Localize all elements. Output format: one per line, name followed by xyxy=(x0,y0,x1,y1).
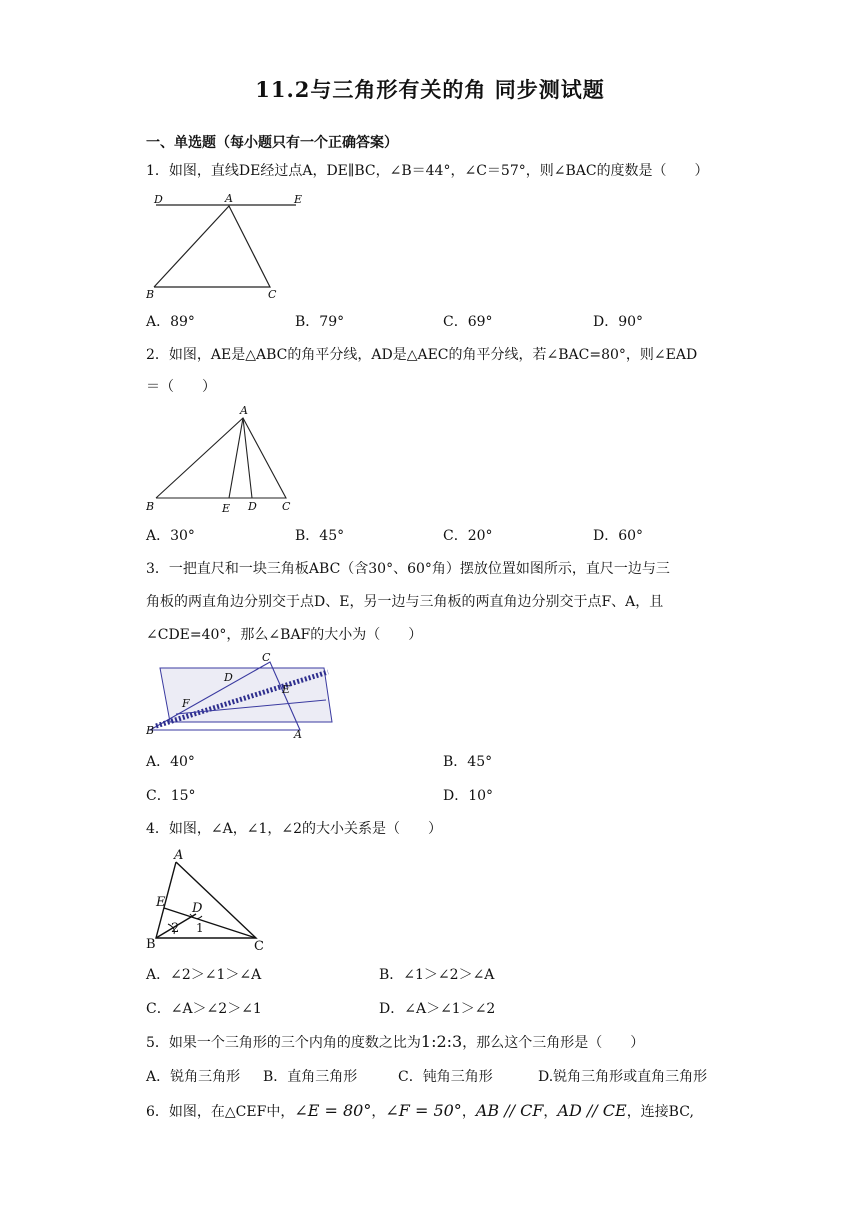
question-2-figure xyxy=(146,402,296,514)
page-title: 11.2与三角形有关的角 同步测试题 xyxy=(255,77,605,102)
q4-option-b[interactable]: B．∠1＞∠2＞∠A xyxy=(379,967,495,983)
q6-text-b: ，连接BC, xyxy=(626,1104,694,1120)
q5-text-b: ，那么这个三角形是（ ） xyxy=(462,1035,645,1051)
q4-option-c[interactable]: C．∠A＞∠2＞∠1 xyxy=(146,1001,262,1017)
q6-parallel-ab-cf: AB // CF xyxy=(475,1101,544,1120)
q6-angle-e: ∠E = 80° xyxy=(294,1101,372,1120)
q4-label-1: 1 xyxy=(196,921,204,935)
q3-option-c[interactable]: C．15° xyxy=(146,788,196,804)
question-3-figure xyxy=(146,652,346,742)
q2-option-c[interactable]: C．20° xyxy=(443,528,493,544)
question-3-line3: ∠CDE=40°，那么∠BAF的大小为（ ） xyxy=(146,627,423,643)
q3-option-d[interactable]: D．10° xyxy=(443,788,494,804)
q4-label-a: A xyxy=(174,848,184,863)
q1-label-c: C xyxy=(268,288,277,301)
q6-angle-f: ∠F = 50° xyxy=(385,1101,462,1120)
question-1-figure xyxy=(146,190,306,302)
q5-ratio: 1:2:3 xyxy=(420,1032,463,1051)
section-heading: 一、单选题（每小题只有一个正确答案） xyxy=(146,135,398,151)
q2-label-e: E xyxy=(222,502,231,514)
q3-option-b[interactable]: B．45° xyxy=(443,754,493,770)
q4-option-d[interactable]: D．∠A＞∠1＞∠2 xyxy=(379,1001,496,1017)
q1-label-b: B xyxy=(146,288,155,301)
q1-option-d[interactable]: D．90° xyxy=(593,314,644,330)
q2-option-a[interactable]: A．30° xyxy=(146,528,195,544)
question-6-text xyxy=(146,1100,694,1123)
q4-label-d: D xyxy=(192,901,203,916)
q5-option-b[interactable]: B．直角三角形 xyxy=(263,1069,358,1085)
question-2-line1: 2．如图，AE是△ABC的角平分线，AD是△AEC的角平分线，若∠BAC=80°，则∠EAD xyxy=(146,347,698,363)
q3-label-c: C xyxy=(262,652,271,664)
question-4-text: 4．如图，∠A，∠1，∠2的大小关系是（ ） xyxy=(146,821,443,837)
q2-label-c: C xyxy=(282,500,291,513)
q3-option-a[interactable]: A．40° xyxy=(146,754,195,770)
q4-label-c: C xyxy=(254,939,264,952)
q2-label-a: A xyxy=(240,404,248,417)
q1-option-c[interactable]: C．69° xyxy=(443,314,493,330)
q6-sep-3: ， xyxy=(543,1104,558,1120)
q2-label-b: B xyxy=(146,500,155,513)
question-4-figure xyxy=(144,846,274,952)
q1-label-a: A xyxy=(225,192,233,205)
q3-label-e: E xyxy=(282,683,291,696)
q5-option-c[interactable]: C．钝角三角形 xyxy=(398,1069,493,1085)
q3-label-d: D xyxy=(224,671,233,684)
q1-label-d: D xyxy=(154,193,163,206)
q2-label-d: D xyxy=(248,500,257,513)
q1-label-e: E xyxy=(294,193,303,206)
q1-option-b[interactable]: B．79° xyxy=(295,314,345,330)
q6-parallel-ad-ce: AD // CE xyxy=(557,1101,627,1120)
q6-text-a: 6．如图，在△CEF中， xyxy=(146,1104,295,1120)
q1-option-a[interactable]: A．89° xyxy=(146,314,195,330)
q4-label-e: E xyxy=(156,895,166,910)
q3-label-f: F xyxy=(182,697,190,710)
q3-label-a: A xyxy=(294,728,302,741)
q4-option-a[interactable]: A．∠2＞∠1＞∠A xyxy=(146,967,262,983)
q5-option-a[interactable]: A．锐角三角形 xyxy=(146,1069,241,1085)
question-1-text: 1．如图，直线DE经过点A，DE∥BC，∠B＝44°，∠C＝57°，则∠BAC的度数是（ ） xyxy=(146,163,709,179)
q2-option-b[interactable]: B．45° xyxy=(295,528,345,544)
q5-option-d[interactable]: D.锐角三角形或直角三角形 xyxy=(538,1069,708,1085)
question-3-line1: 3．一把直尺和一块三角板ABC（含30°、60°角）摆放位置如图所示，直尺一边与三 xyxy=(146,561,670,577)
question-2-line2: ＝（ ） xyxy=(146,379,216,395)
question-3-line2: 角板的两直角边分别交于点D、E，另一边与三角板的两直角边分别交于点F、A，且 xyxy=(146,594,664,610)
q6-sep-2: ， xyxy=(461,1104,476,1120)
q4-label-2: 2 xyxy=(171,921,180,936)
question-5-text xyxy=(146,1031,644,1054)
q2-option-d[interactable]: D．60° xyxy=(593,528,644,544)
q4-label-b: B xyxy=(146,937,156,952)
q3-label-b: B xyxy=(146,724,155,737)
q5-text-a: 5．如果一个三角形的三个内角的度数之比为 xyxy=(146,1035,421,1051)
q6-sep-1: ， xyxy=(371,1104,386,1120)
